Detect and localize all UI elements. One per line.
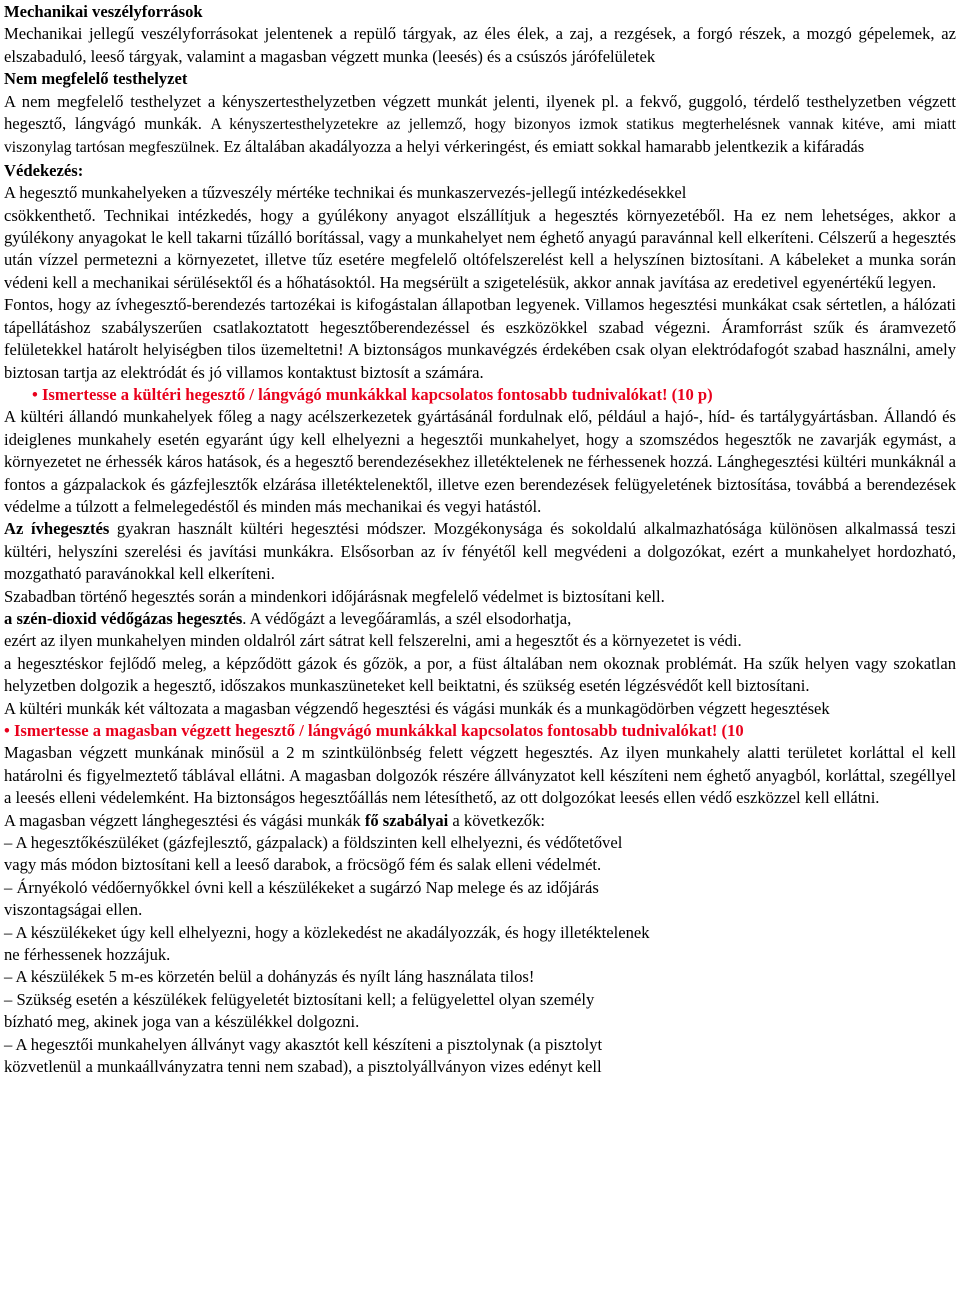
posture-text-3: Ez általában akadályozza a helyi vérkeringést, és emiatt sokkal hamarabb jelentkezik a kifáradás <box>223 137 865 157</box>
paragraph-main-rules <box>4 810 956 832</box>
arc-welding-text: gyakran használt kültéri hegesztési módszer. Mozgékonysága és sokoldalú alkalmazhatósága különösen alkalmassá teszi kültéri, helyszíni szerelési és javítási munkákra. Elsősorban az ív fényétől kell megvédeni a dolgozókat, ezért a munkahelyet hordozható, mozgatható paravánokkal kell elkeríteni. <box>4 519 956 584</box>
rule-5-line-2: bízható meg, akinek joga van a készülékkel dolgozni. <box>4 1012 360 1032</box>
section-heading-protection: Védekezés: <box>4 160 84 180</box>
paragraph-outdoor-variants: A kültéri munkák két változata a magasban végzendő hegesztési és vágási munkák és a munkagödörben végzett hegesztések <box>4 698 830 718</box>
rule-3-line-1: – A készülékeket úgy kell elhelyezni, hogy a közlekedést ne akadályozzák, és hogy illetéktelenek <box>4 922 650 942</box>
question-outdoor-welding: • Ismertesse a kültéri hegesztő / lángvágó munkákkal kapcsolatos fontosabb tudnivalókat! (10 p) <box>32 384 713 404</box>
paragraph-co2-welding <box>4 608 956 630</box>
paragraph-outdoor-workplaces: A kültéri állandó munkahelyek főleg a nagy acélszerkezetek gyártásánál fordulnak elő, például a hajó-, híd- és tartálygyártásban. Állandó és ideiglenes munkahely esetén egyaránt úgy kell elhelyezni a hegesztői munkahelyet, hogy a szomszédos hegesztők ne zavarják egymást, a környezetet ne érhessék káros hatások, és a hegesztő berendezésekhez illetéktelenek ne férhessenek hozzá. Lánghegesztési kültéri munkáknál a fontos a gázpalackok és gázfejlesztők elzárása illetéktelenektől, illetve ezen berendezések felügyeletének biztosítása, továbbá a berendezések védelme a túlzott a felmelegedéstől és minden más mechanikai és vegyi hatástól. <box>4 407 956 516</box>
paragraph-height-work: Magasban végzett munkának minősül a 2 m szintkülönbség felett végzett hegesztés. Az ilyen munkahely alatti területet korláttal el kell határolni és figyelmeztető táblával ellátni. A magasban dolgozók részére állványzatot kell készíteni nem éghető anyagból, korláttal, szegéllyel a leesés elleni védelemként. Ha biztonságos hegesztőállás nem létesíthető, az ott dolgozókat leesés ellen védő eszközzel kell ellátni. <box>4 743 956 808</box>
paragraph-weather-protection: Szabadban történő hegesztés során a mindenkori időjárásnak megfelelő védelmet is biztosítani kell. <box>4 586 665 606</box>
term-main-rules: fő szabályai <box>364 810 449 830</box>
term-co2-welding: a szén-dioxid védőgázas hegesztés <box>4 608 243 628</box>
rule-2-line-2: viszontagságai ellen. <box>4 900 143 920</box>
paragraph-fumes: a hegesztéskor fejlődő meleg, a képződött gázok és gőzök, a por, a füst általában nem okoznak problémát. Ha szűk helyen vagy szokatlan helyzetben dolgozik a hegesztő, időszakos munkaszüneteket kell beiktatni, és szükség esetén légzésvédőt kell biztosítani. <box>4 653 956 696</box>
term-arc-welding: Az ívhegesztés <box>4 519 110 539</box>
rule-4-line-1: – A készülékek 5 m-es körzetén belül a dohányzás és nyílt láng használata tilos! <box>4 967 535 987</box>
posture-text-2: A kényszertesthelyzetekre az jellemző, hogy bizonyos izmok statikus megterhelésnek vannak kitéve, ami miatt viszonylag tartósan megfeszülnek. <box>4 116 956 157</box>
paragraph-arc-welding-outdoor <box>4 518 956 585</box>
section-heading-posture: Nem megfelelő testhelyzet <box>4 69 188 89</box>
paragraph-arc-welding-equipment: Fontos, hogy az ívhegesztő-berendezés tartozékai is kifogástalan állapotban legyenek. Villamos hegesztési munkákat csak sértetlen, a hálózati tápellátáshoz szabályszerűen csatlakoztatott hegesztőberendezéssel és eszközökkel szabad végezni. Áramforrást szűk és áramvezető felületekkel határolt helyiségben tilos üzemeltetni! A biztonságos munkavégzés érdekében csak olyan elektródafogót szabad használni, amely biztosan tartja az elektródát és jó villamos kontaktust biztosít a számára. <box>4 295 956 382</box>
rule-3-line-2: ne férhessenek hozzájuk. <box>4 945 171 965</box>
paragraph-mechanical-hazards: Mechanikai jellegű veszélyforrásokat jelentenek a repülő tárgyak, az éles élek, a zaj, a rezgések, a forgó részek, a mozgó gépelemek, az elszabaduló, leeső tárgyak, valamint a magasban végzett munka (leesés) és a csúszós járófelületek <box>4 24 956 66</box>
paragraph-tent: ezért az ilyen munkahelyen minden oldalról zárt sátrat kell felszerelni, ami a hegesztőt és a környezetet is védi. <box>4 631 742 651</box>
rule-5-line-1: – Szükség esetén a készülékek felügyeletét biztosítani kell; a felügyelettel olyan személy <box>4 989 595 1009</box>
rule-6-line-2: közvetlenül a munkaállványzatra tenni nem szabad), a pisztolyállványon vizes edényt kell <box>4 1057 602 1077</box>
co2-welding-text: . A védőgázt a levegőáramlás, a szél elsodorhatja, <box>242 608 572 628</box>
rule-1-line-2: vagy más módon biztosítani kell a leeső darabok, a fröcsögő fém és salak elleni védelmét. <box>4 855 602 875</box>
posture-text-1: A nem megfelelő testhelyzet a kényszertesthelyzetben végzett munkát jelenti, ilyenek pl. a fekvő, guggoló, térdelő testhelyzetben végzett hegesztő, lángvágó munkák. <box>4 91 956 134</box>
paragraph-posture <box>4 91 956 160</box>
section-heading-mechanical-hazards: Mechanikai veszélyforrások <box>4 2 203 21</box>
main-rules-text-1: A magasban végzett lánghegesztési és vágási munkák <box>4 810 365 830</box>
rule-2-line-1: – Árnyékoló védőernyőkkel óvni kell a készülékeket a sugárzó Nap melege és az időjárás <box>4 877 599 897</box>
rule-1-line-1: – A hegesztőkészüléket (gázfejlesztő, gázpalack) a földszinten kell elhelyezni, és védőtetővel <box>4 833 623 853</box>
paragraph-protection-intro: A hegesztő munkahelyeken a tűzveszély mértéke technikai és munkaszervezés-jellegű intézkedésekkel <box>4 183 687 203</box>
main-rules-text-2: a következők: <box>448 810 546 830</box>
paragraph-protection-measures: csökkenthető. Technikai intézkedés, hogy a gyúlékony anyagot elszállítjuk a hegesztés környezetéből. Ha ez nem lehetséges, akkor a gyúlékony anyagokat le kell takarni tűzálló borítással, vagy a munkahelyet nem éghető anyagú paravánnal kell elkeríteni. Célszerű a hegesztés után vízzel permetezni a környezetet, illetve tűz esetére megfelelő oltófelszerelést kell a helyszínen biztosítani. A kábeleket a munka során védeni kell a mechanikai sérülésektől és a hőhatásoktól. Ha megsérült a szigetelésük, akkor annak javítása az eredetivel egyenértékű legyen. <box>4 205 956 292</box>
rule-6-line-1: – A hegesztői munkahelyen állványt vagy akasztót kell készíteni a pisztolynak (a pisztolyt <box>4 1034 603 1054</box>
question-height-welding: • Ismertesse a magasban végzett hegesztő / lángvágó munkákkal kapcsolatos fontosabb tudnivalókat! (10 <box>4 721 744 740</box>
